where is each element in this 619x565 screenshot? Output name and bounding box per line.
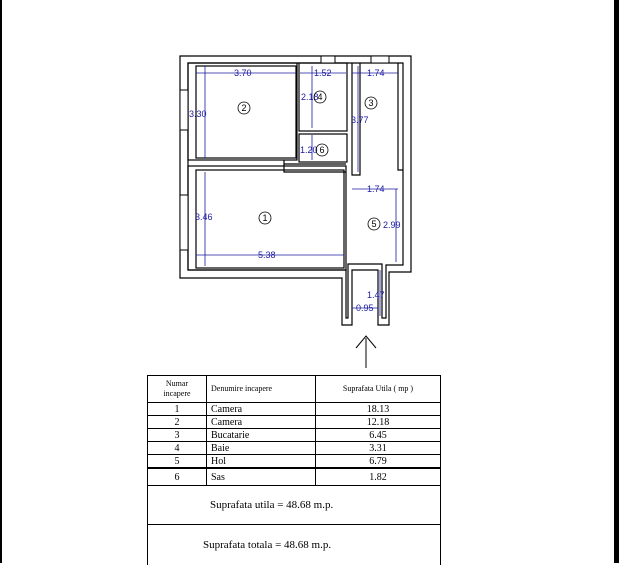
dim-1-74-top: 1.74 <box>367 68 385 78</box>
row-name: Camera <box>207 403 316 416</box>
table-row <box>148 403 441 416</box>
header-room-number: Numar incapere <box>148 376 207 403</box>
row-name: Baie <box>207 442 316 455</box>
useful-area-total: Suprafata utila = 48.68 m.p. <box>148 486 441 525</box>
dim-2-99: 2.99 <box>383 220 401 230</box>
row-number: 2 <box>148 416 207 429</box>
dim-3-77: 3.77 <box>351 115 369 125</box>
row-number: 6 <box>148 468 207 486</box>
row-number: 3 <box>148 429 207 442</box>
row-name: Camera <box>207 416 316 429</box>
row-area: 6.79 <box>316 455 441 469</box>
room-marker-6: 6 <box>319 145 324 155</box>
total-area: Suprafata totala = 48.68 m.p. <box>148 525 441 565</box>
dim-3-30: 3.30 <box>189 109 207 119</box>
dim-5-38: 5.38 <box>258 250 276 260</box>
table-header <box>148 376 441 403</box>
dim-0-95: 0.95 <box>356 303 374 313</box>
rooms-table <box>147 375 441 565</box>
window-top-kitchen <box>371 56 389 63</box>
table-row <box>148 442 441 455</box>
row-number: 1 <box>148 403 207 416</box>
dim-1-74-mid: 1.74 <box>367 184 385 194</box>
window-top-bathroom <box>321 56 335 63</box>
row-area: 12.18 <box>316 416 441 429</box>
dim-1-47: 1.47 <box>367 290 385 300</box>
useful-area-row <box>148 486 441 525</box>
row-area: 1.82 <box>316 468 441 486</box>
dim-3-70: 3.70 <box>234 68 252 78</box>
row-area: 18.13 <box>316 403 441 416</box>
row-name: Bucatarie <box>207 429 316 442</box>
row-number: 4 <box>148 442 207 455</box>
table-row <box>148 455 441 469</box>
row-number: 5 <box>148 455 207 469</box>
dim-1-20: 1.20 <box>300 145 318 155</box>
entrance-arrow-icon <box>356 336 376 368</box>
table-row <box>148 468 441 486</box>
total-area-row <box>148 525 441 565</box>
table-row <box>148 416 441 429</box>
window-left-room2 <box>180 90 188 130</box>
room-marker-2: 2 <box>241 103 246 113</box>
room-marker-4: 4 <box>317 92 322 102</box>
row-name: Hol <box>207 455 316 469</box>
row-area: 6.45 <box>316 429 441 442</box>
dim-3-46: 3.46 <box>195 212 213 222</box>
room-marker-1: 1 <box>262 213 267 223</box>
dim-1-52: 1.52 <box>314 68 332 78</box>
room-marker-3: 3 <box>368 98 373 108</box>
header-room-name: Denumire incapere <box>207 376 316 403</box>
row-area: 3.31 <box>316 442 441 455</box>
window-left-room1 <box>180 195 188 250</box>
row-name: Sas <box>207 468 316 486</box>
table-row <box>148 429 441 442</box>
room-marker-5: 5 <box>371 219 376 229</box>
header-useful-area: Suprafata Utila ( mp ) <box>316 376 441 403</box>
dim-2-18: 2.18 <box>301 92 319 102</box>
